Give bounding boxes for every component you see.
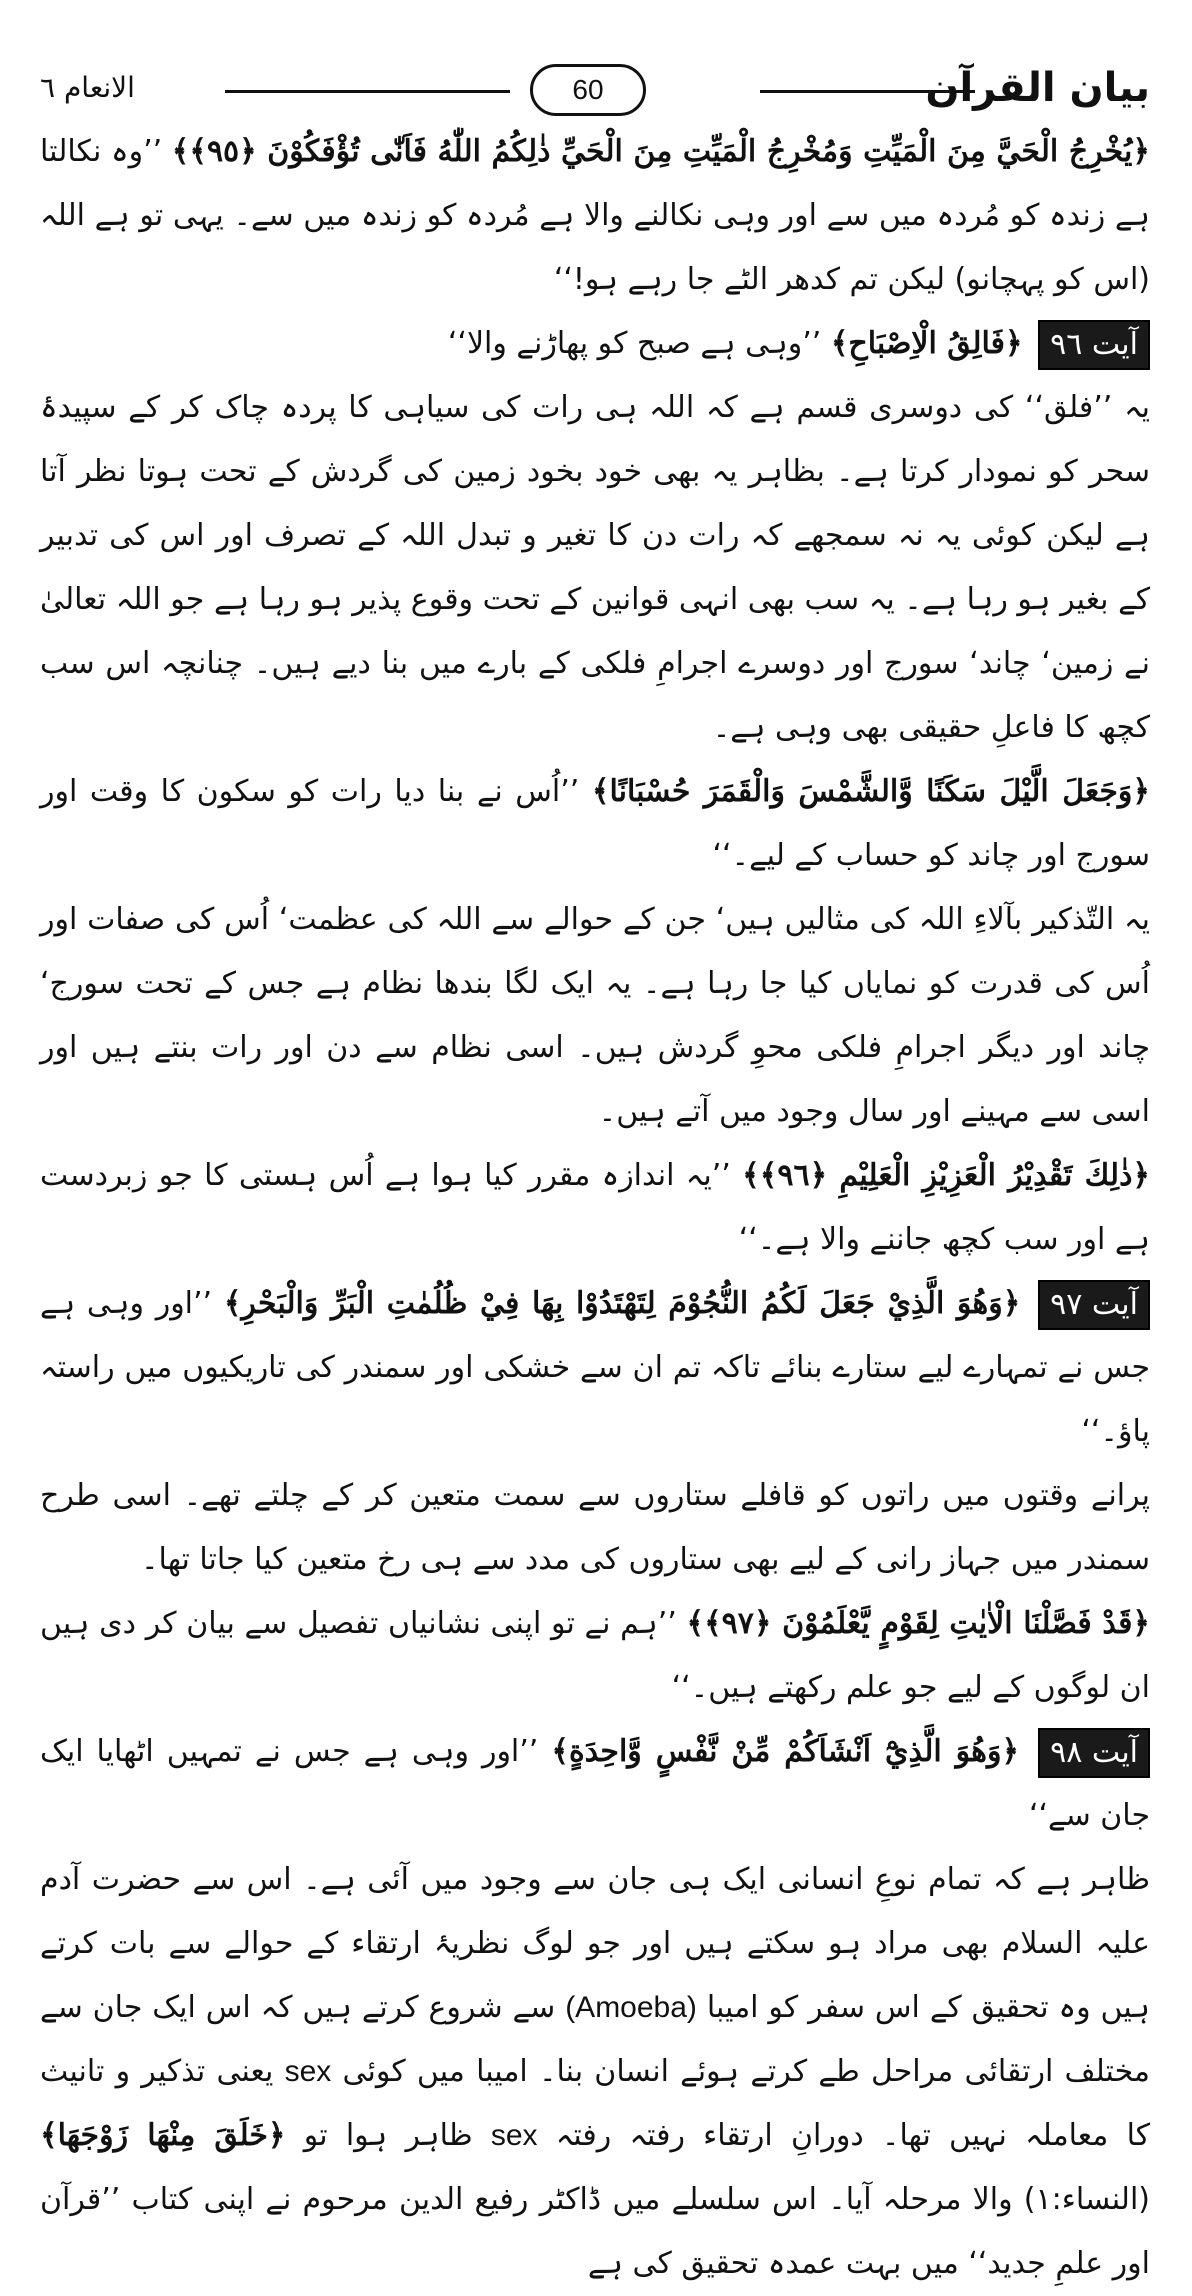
header-rule-left (225, 90, 510, 93)
paragraph (40, 376, 1150, 760)
paragraph (40, 1592, 1150, 1720)
paragraph (40, 1272, 1150, 1464)
page-number: 60 (530, 64, 646, 116)
paragraph (40, 120, 1150, 312)
paragraph (40, 760, 1150, 888)
translation: ’’وہی ہے صبح کو پھاڑنے والا‘‘ (447, 326, 822, 361)
surah-label: الانعام ٦ (40, 71, 135, 104)
paragraph (40, 1720, 1150, 1848)
commentary: یعنی تذکیر و تانیث کا معاملہ نہیں تھا۔ دورانِ ارتقاء رفتہ رفتہ (40, 2054, 1150, 2153)
page-header (40, 60, 1150, 120)
quran-verse: ﴿يُخْرِجُ الْحَيَّ مِنَ الْمَيِّتِ وَمُخْرِجُ الْمَيِّتِ مِنَ الْحَيِّ ذٰلِكُمُ اللّٰهُ فَاَنّٰى تُؤْفَكُوْنَ ﴿٩٥﴾﴾ (171, 134, 1150, 169)
latin-term: sex (284, 2055, 332, 2088)
latin-term: (Amoeba) (565, 1991, 697, 2024)
translation: ’’یہ اندازہ مقرر کیا ہوا ہے اُس ہستی کا جو زبردست ہے اور سب کچھ جاننے والا ہے۔‘‘ (40, 1158, 1150, 1257)
book-title: بیان القرآن (925, 65, 1150, 111)
quran-verse: ﴿وَهُوَ الَّذِيْ جَعَلَ لَكُمُ النُّجُوْمَ لِتَهْتَدُوْا بِهَا فِيْ ظُلُمٰتِ الْبَرِّ وَالْبَحْرِ﴾ (223, 1286, 1021, 1321)
translation: ’’اُس نے بنا دیا رات کو سکون کا وقت اور سورج اور چاند کو حساب کے لیے۔‘‘ (40, 774, 1150, 873)
paragraph (40, 888, 1150, 1144)
translation: ’’اور وہی ہے جس نے تمہیں اٹھایا ایک جان سے‘‘ (40, 1734, 1150, 1833)
document-page (40, 60, 1151, 2281)
latin-term: sex (490, 2119, 538, 2152)
quran-verse: ﴿ذٰلِكَ تَقْدِيْرُ الْعَزِيْزِ الْعَلِيْمِ ﴿٩٦﴾﴾ (742, 1158, 1151, 1193)
paragraph (40, 1144, 1150, 1272)
commentary: ظاہر ہوا تو (303, 2118, 473, 2153)
body-text (40, 120, 1150, 2296)
commentary: ظاہر ہے کہ تمام نوعِ انسانی ایک ہی جان سے وجود میں آئی ہے۔ اس سے حضرت آدم علیہ السلام بھی مراد ہو سکتے ہیں اور جو لوگ نظریۂ ارتقاء کے حوالے سے بات کرتے ہیں وہ تحقیق کے اس سفر کو امیبا (40, 1862, 1150, 2025)
translation: ’’ہم نے تو اپنی نشانیاں تفصیل سے بیان کر دی ہیں ان لوگوں کے لیے جو علم رکھتے ہیں۔‘‘ (40, 1606, 1150, 1705)
ayah-badge: آیت ٩٦ (1038, 320, 1150, 370)
paragraph (40, 1848, 1150, 2296)
quran-verse: ﴿وَجَعَلَ الَّيْلَ سَكَنًا وَّالشَّمْسَ وَالْقَمَرَ حُسْبَانًا﴾ (591, 774, 1150, 809)
translation: ’’وہ نکالتا ہے زندہ کو مُردہ میں سے اور وہی نکالنے والا ہے مُردہ کو زندہ میں سے۔ یہی تو ہے اللہ (اس کو پہچانو) لیکن تم کدھر الٹے جا رہے ہو!‘‘ (40, 134, 1150, 297)
commentary: یہ التّذکیر بآلاءِ اللہ کی مثالیں ہیں‘ جن کے حوالے سے اللہ کی عظمت‘ اُس کی صفات اور اُس کی قدرت کو نمایاں کیا جا رہا ہے۔ یہ ایک لگا بندھا نظام ہے جس کے تحت سورج‘ چاند اور دیگر اجرامِ فلکی محوِ گردش ہیں۔ اسی نظام سے دن اور رات بنتے ہیں اور اسی سے مہینے اور سال وجود میں آتے ہیں۔ (40, 902, 1150, 1129)
commentary: یہ ’’فلق‘‘ کی دوسری قسم ہے کہ اللہ ہی رات کی سیاہی کا پردہ چاک کر کے سپیدۂ سحر کو نمودار کرتا ہے۔ بظاہر یہ بھی خود بخود زمین کی گردش کے تحت ہوتا نظر آتا ہے لیکن کوئی یہ نہ سمجھے کہ رات دن کا تغیر و تبدل اللہ کے تصرف اور اس کی تدبیر کے بغیر ہو رہا ہے۔ یہ سب بھی انہی قوانین کے تحت وقوع پذیر ہو رہا ہے جو اللہ تعالیٰ نے زمین‘ چاند‘ سورج اور دوسرے اجرامِ فلکی کے بارے میں بنا دیے ہیں۔ چنانچہ اس سب کچھ کا فاعلِ حقیقی بھی وہی ہے۔ (40, 390, 1150, 745)
paragraph (40, 1464, 1150, 1592)
quran-verse: ﴿وَهُوَ الَّذِيْٓ اَنْشَاَكُمْ مِّنْ نَّفْسٍ وَّاحِدَةٍ﴾ (551, 1734, 1020, 1769)
commentary: پرانے وقتوں میں راتوں کو قافلے ستاروں سے سمت متعین کر کے چلتے تھے۔ اسی طرح سمندر میں جہاز رانی کے لیے بھی ستاروں کی مدد سے ہی رخ متعین کیا جاتا تھا۔ (40, 1478, 1150, 1577)
commentary: سے شروع کرتے ہیں کہ اس ایک جان سے مختلف ارتقائی مراحل طے کرتے ہوئے انسان بنا۔ امیبا میں کوئی (40, 1990, 1151, 2089)
ayah-badge: آیت ٩٧ (1038, 1280, 1150, 1330)
quran-verse: ﴿فَالِقُ الْاِصْبَاحِ﴾ (830, 326, 1023, 361)
header-rule-right (760, 90, 975, 93)
quran-verse: ﴿قَدْ فَصَّلْنَا الْاٰيٰتِ لِقَوْمٍ يَّعْلَمُوْنَ ﴿٩٧﴾﴾ (686, 1606, 1150, 1641)
quran-verse: ﴿خَلَقَ مِنْهَا زَوْجَهَا﴾ (40, 2118, 286, 2153)
ayah-badge: آیت ٩٨ (1038, 1728, 1150, 1778)
commentary: (النساء:١) والا مرحلہ آیا۔ اس سلسلے میں ڈاکٹر رفیع الدین مرحوم نے اپنی کتاب ’’قرآن اور علمِ جدید‘‘ میں بہت عمدہ تحقیق کی ہے (40, 2182, 1150, 2281)
translation: ’’اور وہی ہے جس نے تمہارے لیے ستارے بنائے تاکہ تم ان سے خشکی اور سمندر کی تاریکیوں میں راستہ پاؤ۔‘‘ (40, 1286, 1150, 1449)
paragraph (40, 312, 1150, 376)
